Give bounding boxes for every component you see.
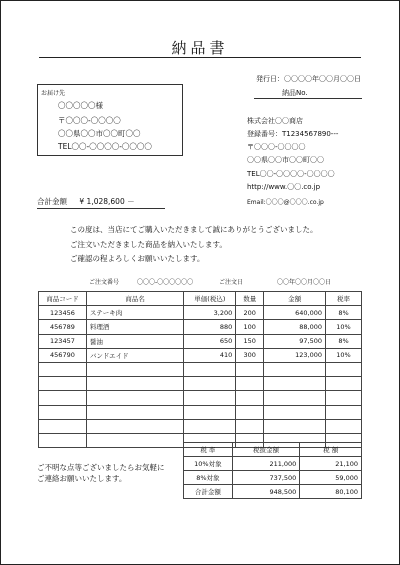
- col-quantity: 数量: [236, 292, 264, 306]
- message-line-1: この度は、当店にてご購入いただきまして誠にありがとうございました。: [70, 225, 318, 234]
- table-row: [184, 457, 362, 471]
- cell-tax: 10%: [326, 348, 362, 362]
- cell-code: [39, 433, 87, 447]
- total-amount: [37, 196, 165, 209]
- cell-amount: 123,000: [264, 348, 326, 362]
- cell-name: [86, 377, 184, 391]
- sender-company: 株式会社〇〇商店: [247, 117, 303, 125]
- issue-date: 発行日：〇〇〇〇年〇〇月〇〇日: [256, 75, 361, 83]
- order-date-value: 〇〇年〇〇月〇〇日: [277, 279, 332, 286]
- cell-tax: [326, 362, 362, 376]
- cell-name: [86, 362, 184, 376]
- cell-name: [86, 433, 184, 447]
- cell-name: [86, 391, 184, 405]
- cell-code: [39, 405, 87, 419]
- page-title: 納品書: [171, 39, 229, 57]
- cell-price: [184, 405, 236, 419]
- cell-code: [39, 391, 87, 405]
- cell-amount: [264, 419, 326, 433]
- col-pretax-amount: 税抜金額: [232, 443, 300, 457]
- table-row: [184, 485, 362, 499]
- table-row: [39, 306, 362, 320]
- recipient-box: [37, 84, 183, 156]
- message-line-2: ご注文いただきました商品を納入いたします。: [70, 240, 227, 249]
- recipient-address: 〇〇県〇〇市〇〇町〇〇: [58, 129, 141, 138]
- cell-name: [86, 405, 184, 419]
- delivery-number: [254, 88, 362, 99]
- cell-name: 醤油: [86, 334, 184, 348]
- recipient-label: お届け先: [41, 90, 66, 97]
- message-line-3: ご確認の程よろしくお願いいたします。: [70, 254, 205, 263]
- cell-pretax: 737,500: [232, 471, 300, 485]
- cell-amount: 88,000: [264, 320, 326, 334]
- col-amount: 金額: [264, 292, 326, 306]
- order-number-label: ご注文番号: [89, 279, 120, 286]
- col-tax-amount: 税 額: [300, 443, 362, 457]
- col-tax-rate: 税率: [326, 292, 362, 306]
- col-product-code: 商品コード: [39, 292, 87, 306]
- cell-tax: 8%: [326, 306, 362, 320]
- col-unit-price: 単価(税込): [184, 292, 236, 306]
- cell-name: [86, 419, 184, 433]
- table-row: [39, 377, 362, 391]
- col-tax-rate: 税 率: [184, 443, 233, 457]
- cell-tax: 8%: [326, 334, 362, 348]
- recipient-postal: 〒〇〇〇-〇〇〇〇: [58, 116, 121, 125]
- cell-price: [184, 377, 236, 391]
- cell-tax-value: 59,000: [300, 471, 362, 485]
- cell-qty: [236, 362, 264, 376]
- items-header-row: [39, 292, 362, 306]
- cell-qty: [236, 391, 264, 405]
- table-row: [39, 362, 362, 376]
- total-label: 合計金額: [37, 197, 67, 206]
- cell-tax: 10%: [326, 320, 362, 334]
- tax-header-row: [184, 443, 362, 457]
- delivery-number-label: 納品No.: [282, 89, 308, 97]
- cell-price: [184, 391, 236, 405]
- cell-name: 料理酒: [86, 320, 184, 334]
- cell-tax-category: 8%対象: [184, 471, 233, 485]
- cell-pretax: 211,000: [232, 457, 300, 471]
- order-number-value: 〇〇〇-〇〇〇〇〇〇: [137, 279, 194, 286]
- cell-qty: 100: [236, 320, 264, 334]
- cell-tax-value: 80,100: [300, 485, 362, 499]
- cell-tax: [326, 419, 362, 433]
- table-row: [39, 320, 362, 334]
- cell-tax-value: 21,100: [300, 457, 362, 471]
- cell-amount: [264, 362, 326, 376]
- cell-qty: 300: [236, 348, 264, 362]
- total-value: ¥ 1,028,600 －: [79, 197, 135, 206]
- note-line-2: ご連絡お願いいたします。: [37, 474, 127, 483]
- order-date-label: ご注文日: [219, 279, 244, 286]
- cell-tax-category: 10%対象: [184, 457, 233, 471]
- cell-price: [184, 362, 236, 376]
- cell-price: 3,200: [184, 306, 236, 320]
- table-row: [39, 405, 362, 419]
- cell-amount: [264, 391, 326, 405]
- cell-qty: [236, 419, 264, 433]
- cell-qty: [236, 377, 264, 391]
- cell-qty: 200: [236, 306, 264, 320]
- note-line-1: ご不明な点等ございましたらお気軽に: [37, 463, 165, 472]
- tax-summary-table: [183, 442, 362, 499]
- cell-price: 650: [184, 334, 236, 348]
- cell-name: ステーキ肉: [86, 306, 184, 320]
- sender-url: http://www.〇〇.co.jp: [247, 183, 321, 191]
- cell-tax: [326, 405, 362, 419]
- cell-tax-category: 合計金額: [184, 485, 233, 499]
- cell-price: 880: [184, 320, 236, 334]
- table-row: [184, 471, 362, 485]
- cell-tax: [326, 377, 362, 391]
- cell-price: [184, 419, 236, 433]
- cell-qty: 150: [236, 334, 264, 348]
- cell-tax: [326, 391, 362, 405]
- table-row: [39, 419, 362, 433]
- cell-amount: [264, 405, 326, 419]
- sender-registration: 登録番号：T1234567890---: [247, 130, 339, 138]
- cell-code: 123457: [39, 334, 87, 348]
- title-underline: [39, 57, 361, 58]
- items-table: [38, 291, 362, 448]
- sender-postal: 〒〇〇〇-〇〇〇〇: [247, 143, 306, 151]
- cell-amount: 640,000: [264, 306, 326, 320]
- sender-tel: TEL〇〇-〇〇〇〇-〇〇〇〇: [247, 170, 335, 178]
- recipient-name: 〇〇〇〇〇様: [58, 101, 103, 110]
- cell-name: バンドエイド: [86, 348, 184, 362]
- cell-pretax: 948,500: [232, 485, 300, 499]
- cell-code: 456789: [39, 320, 87, 334]
- cell-code: [39, 377, 87, 391]
- table-row: [39, 348, 362, 362]
- col-product-name: 商品名: [86, 292, 184, 306]
- cell-code: 456790: [39, 348, 87, 362]
- table-row: [39, 334, 362, 348]
- recipient-tel: TEL〇〇-〇〇〇〇-〇〇〇〇: [58, 142, 152, 151]
- table-row: [39, 391, 362, 405]
- cell-price: 410: [184, 348, 236, 362]
- cell-amount: 97,500: [264, 334, 326, 348]
- sender-address: 〇〇県〇〇市〇〇町〇〇: [247, 156, 324, 164]
- cell-code: [39, 362, 87, 376]
- sender-email: Email:〇〇〇@〇〇〇.co.jp: [247, 199, 324, 206]
- cell-code: [39, 419, 87, 433]
- cell-amount: [264, 377, 326, 391]
- cell-code: 123456: [39, 306, 87, 320]
- cell-qty: [236, 405, 264, 419]
